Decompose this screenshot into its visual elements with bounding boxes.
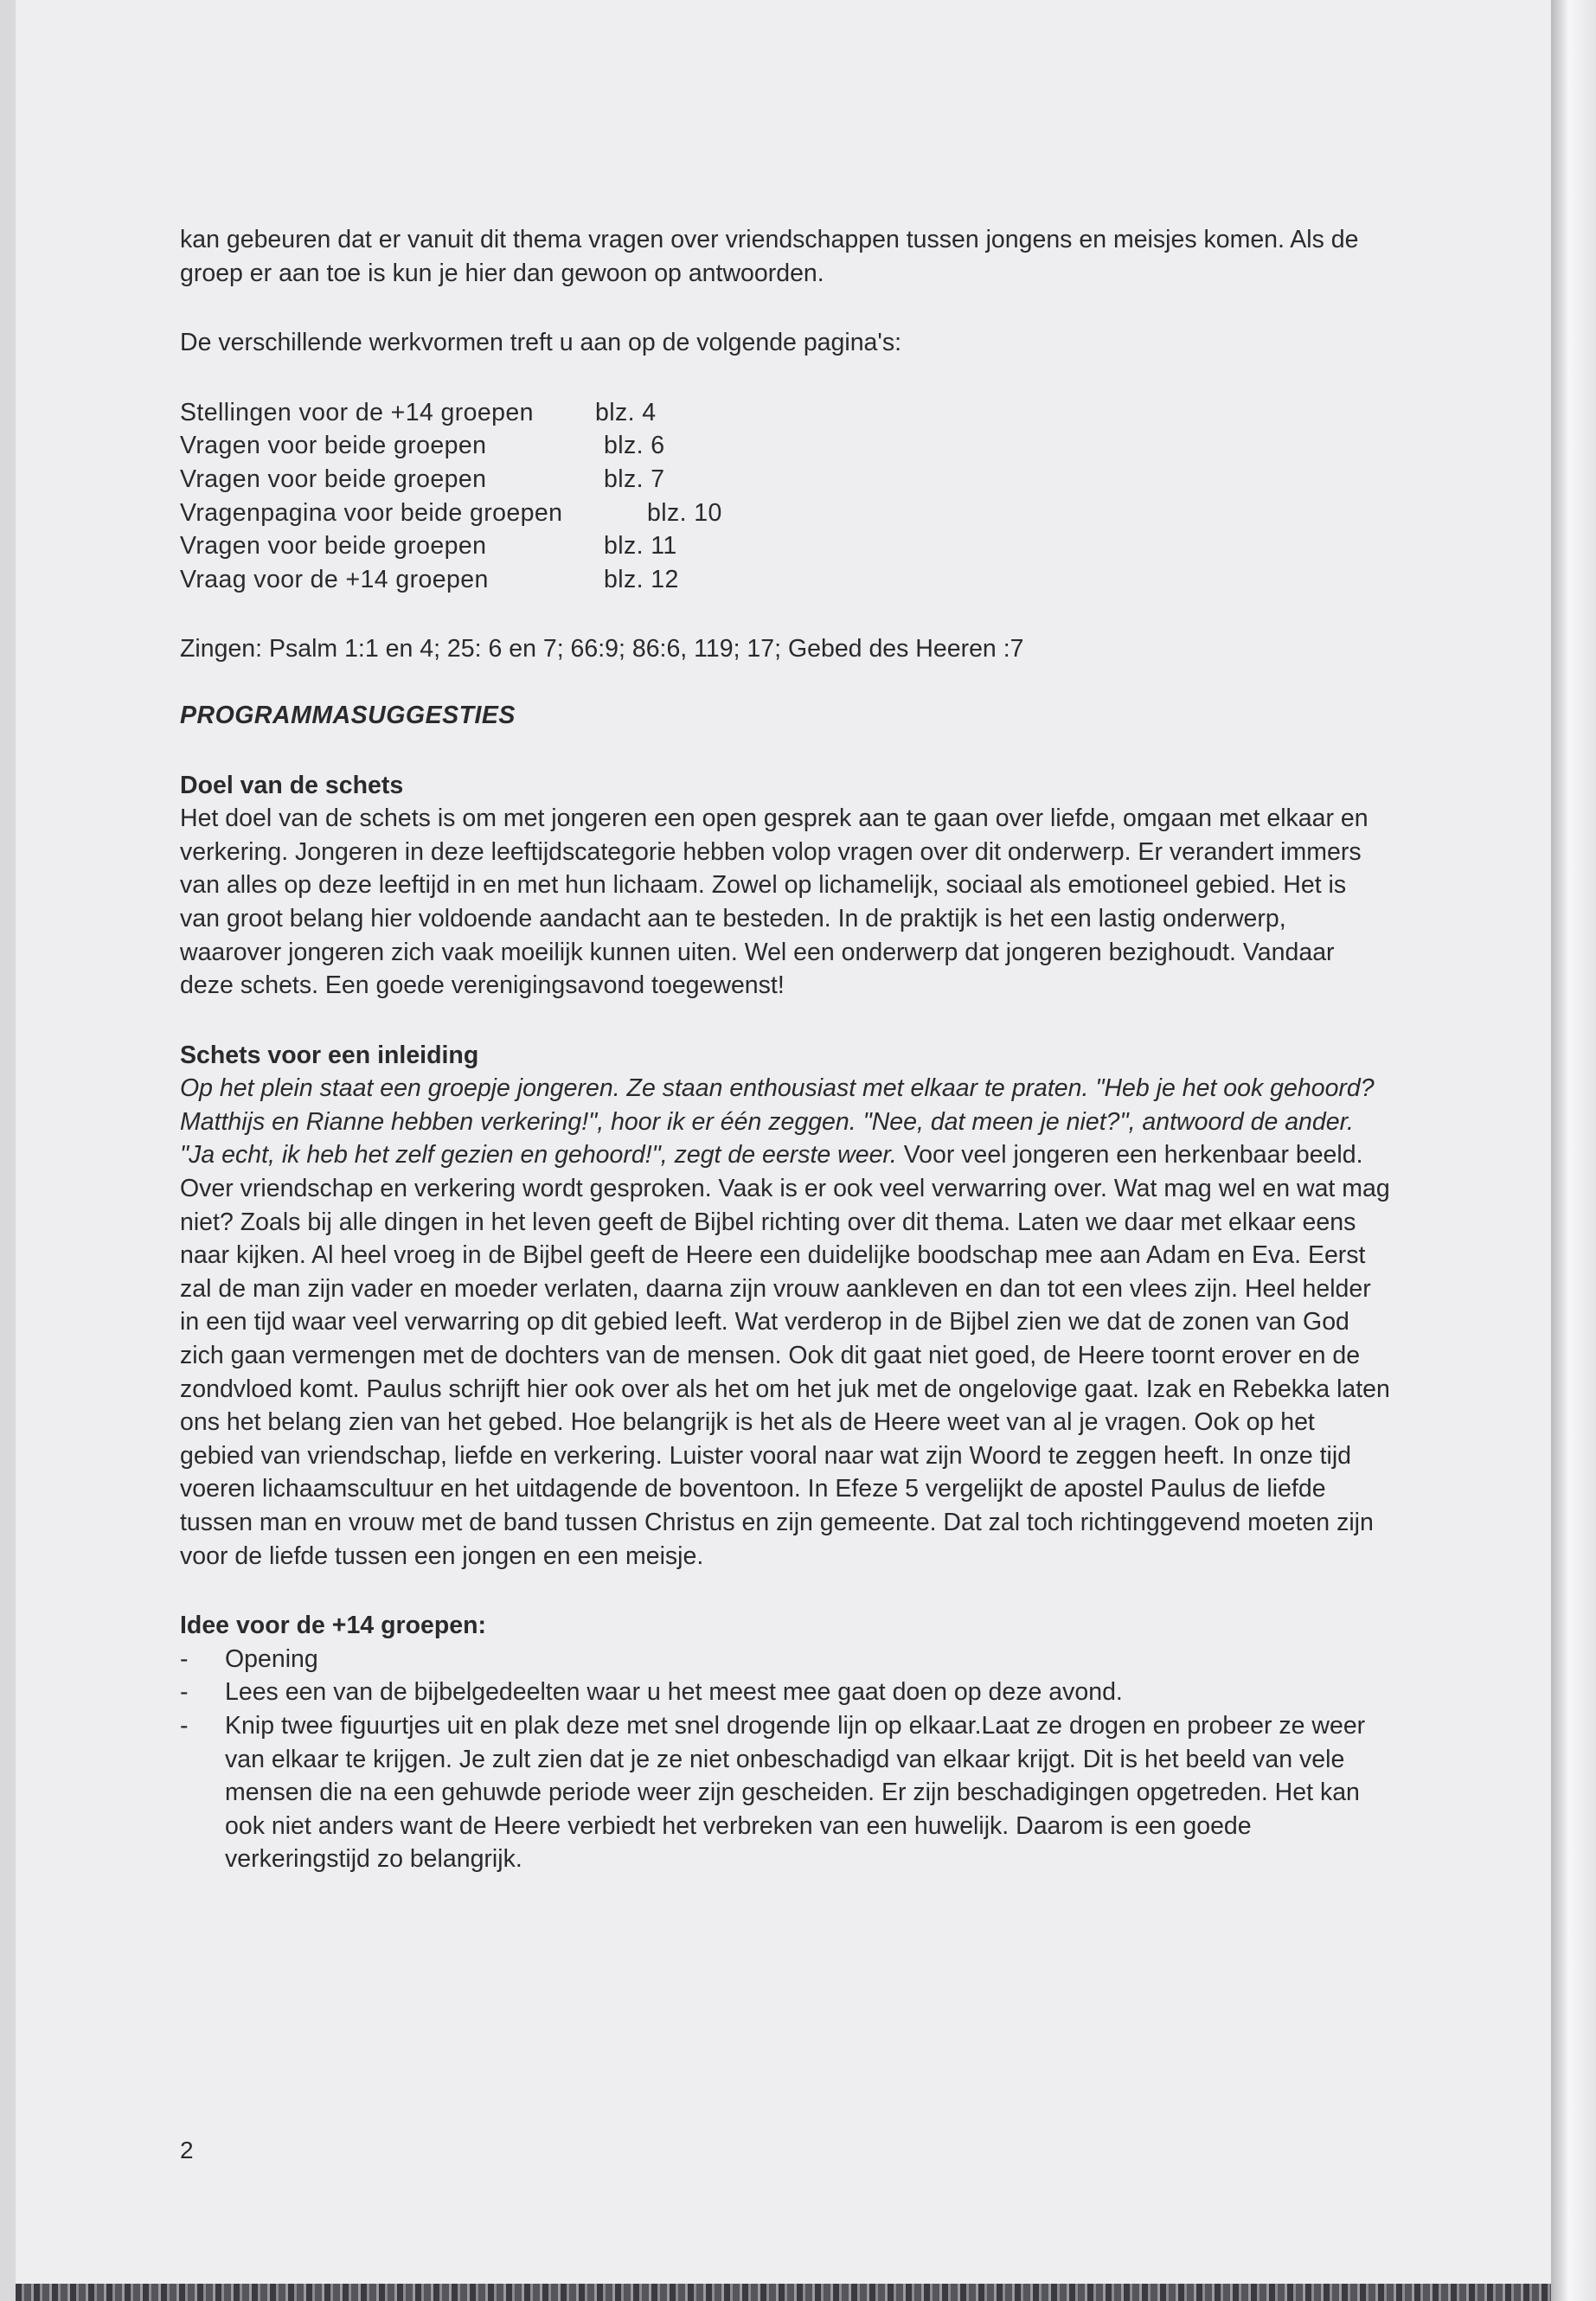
dash-bullet: - (180, 1678, 189, 1707)
goal-text: Het doel van de schets is om met jongeren een open gesprek aan te gaan over liefde, omgaan met elkaar en verkering. Jongeren in deze leeftijdscategorie hebben volop vragen over dit onderwerp. Er verandert immers van alles op deze leeftijd in en met hun lichaam. Zowel op lichamelijk, sociaal als emotioneel gebied. Het is van groot belang hier voldoende aandacht aan te besteden. In de praktijk is het een lastig onderwerp, waarover jongeren zich vaak moeilijk kunnen uiten. Wel een onderwerp dat jongeren bezighoudt. Vandaar deze schets. Een goede verenigingsavond toegewenst! (180, 804, 1368, 1000)
idea-heading: Idee voor de +14 groepen: (180, 1612, 486, 1640)
singing-line: Zingen: Psalm 1:1 en 4; 25: 6 en 7; 66:9; 86:6, 119; 17; Gebed des Heeren :7 (180, 635, 1024, 663)
workforms-intro: De verschillende werkvormen treft u aan op de volgende pagina's: (180, 329, 902, 357)
page-content (180, 223, 1391, 1876)
dash-bullet: - (180, 1711, 189, 1740)
scan-edge-strip (16, 2284, 1551, 2301)
workform-row (180, 563, 1391, 597)
workform-row (180, 396, 1391, 430)
workform-label: Stellingen voor de +14 groepen (180, 398, 534, 426)
workform-row (180, 529, 1391, 563)
list-item-text: Opening (225, 1644, 318, 1673)
workform-label: Vragen voor beide groepen (180, 432, 487, 460)
list-item (180, 1709, 1391, 1876)
workform-page: blz. 4 (595, 398, 657, 426)
list-item-text: Knip twee figuurtjes uit en plak deze met snel drogende lijn op elkaar.Laat ze drogen en probeer ze weer van elkaar te krijgen. Je zult zien dat je ze niet onbeschadigd van elkaar krijgt. Dit is het beeld van vele mensen die na een gehuwde periode weer zijn gescheiden. Er zijn beschadigingen opgetreden. Het kan ook niet anders want de Heere verbiedt het verbreken van een huwelijk. Daarom is een goede verkeringstijd zo belangrijk. (225, 1711, 1366, 1874)
sketch-italic-text: Op het plein staat een groepje jongeren. Ze staan enthousiast met elkaar te praten. "Heb je het ook gehoord? Matthijs en Rianne hebben verkering!", hoor ik er één zeggen. "Nee, dat meen je niet?", antwoord de ander. "Ja echt, ik heb het zelf gezien en gehoord!", zegt de eerste weer. (180, 1074, 1375, 1170)
sketch-text (180, 1072, 1391, 1573)
page-number: 2 (180, 2137, 194, 2163)
workform-page: blz. 11 (604, 532, 677, 561)
list-item-text: Lees een van de bijbelgedeelten waar u het meest mee gaat doen op deze avond. (225, 1678, 1123, 1707)
workform-row (180, 463, 1391, 497)
workform-row (180, 429, 1391, 463)
sketch-heading: Schets voor een inleiding (180, 1041, 479, 1069)
workform-row (180, 497, 1391, 530)
goal-heading: Doel van de schets (180, 771, 404, 799)
workform-page: blz. 7 (604, 465, 665, 493)
workform-page: blz. 10 (647, 498, 722, 527)
workform-page: blz. 12 (604, 565, 679, 593)
list-item (180, 1643, 1391, 1676)
workform-label: Vragenpagina voor beide groepen (180, 498, 563, 527)
intro-paragraph: kan gebeuren dat er vanuit dit thema vragen over vriendschappen tussen jongens en meisjes komen. Als de groep er aan toe is kun je hier dan gewoon op antwoorden. (180, 226, 1359, 287)
workform-label: Vragen voor beide groepen (180, 465, 487, 493)
workform-label: Vragen voor beide groepen (180, 532, 487, 561)
page-edge (1551, 0, 1596, 2301)
dash-bullet: - (180, 1644, 189, 1673)
list-item (180, 1676, 1391, 1709)
workform-label: Vraag voor de +14 groepen (180, 565, 489, 593)
workforms-list (180, 396, 1391, 597)
sketch-body-text: Voor veel jongeren een herkenbaar beeld. Over vriendschap en verkering wordt gesproken. Vaak is er ook veel verwarring over. Wat mag wel en wat mag niet? Zoals bij alle dingen in het leven geeft de Bijbel richting over dit thema. Laten we daar met elkaar eens naar kijken. Al heel vroeg in de Bijbel geeft de Heere een duidelijke boodschap mee aan Adam en Eva. Eerst zal de man zijn vader en moeder verlaten, daarna zijn vrouw aankleven en dan tot een vlees zijn. Heel helder in een tijd waar veel verwarring op dit gebied leeft. Wat verderop in de Bijbel zien we dat de zonen van God zich gaan vermengen met de dochters van de mensen. Ook dit gaat niet goed, de Heere toornt erover en de zondvloed komt. Paulus schrijft hier ook over als het om het juk met de ongelovige gaat. Izak en Rebekka laten ons het belang zien van het gebed. Hoe belangrijk is het als de Heere weet van al je vragen. Ook op het gebied van vriendschap, liefde en verkering. Luister vooral naar wat zijn Woord te zeggen heeft. In onze tijd voeren lichaamscultuur en het uitdagende de boventoon. In Efeze 5 vergelijkt de apostel Paulus de liefde tussen man en vrouw met de band tussen Christus en zijn gemeente. Dat zal toch richtinggevend moeten zijn voor de liefde tussen een jongen en een meisje. (180, 1141, 1390, 1570)
workform-page: blz. 6 (604, 432, 665, 460)
section-title: PROGRAMMASUGGESTIES (180, 701, 516, 729)
